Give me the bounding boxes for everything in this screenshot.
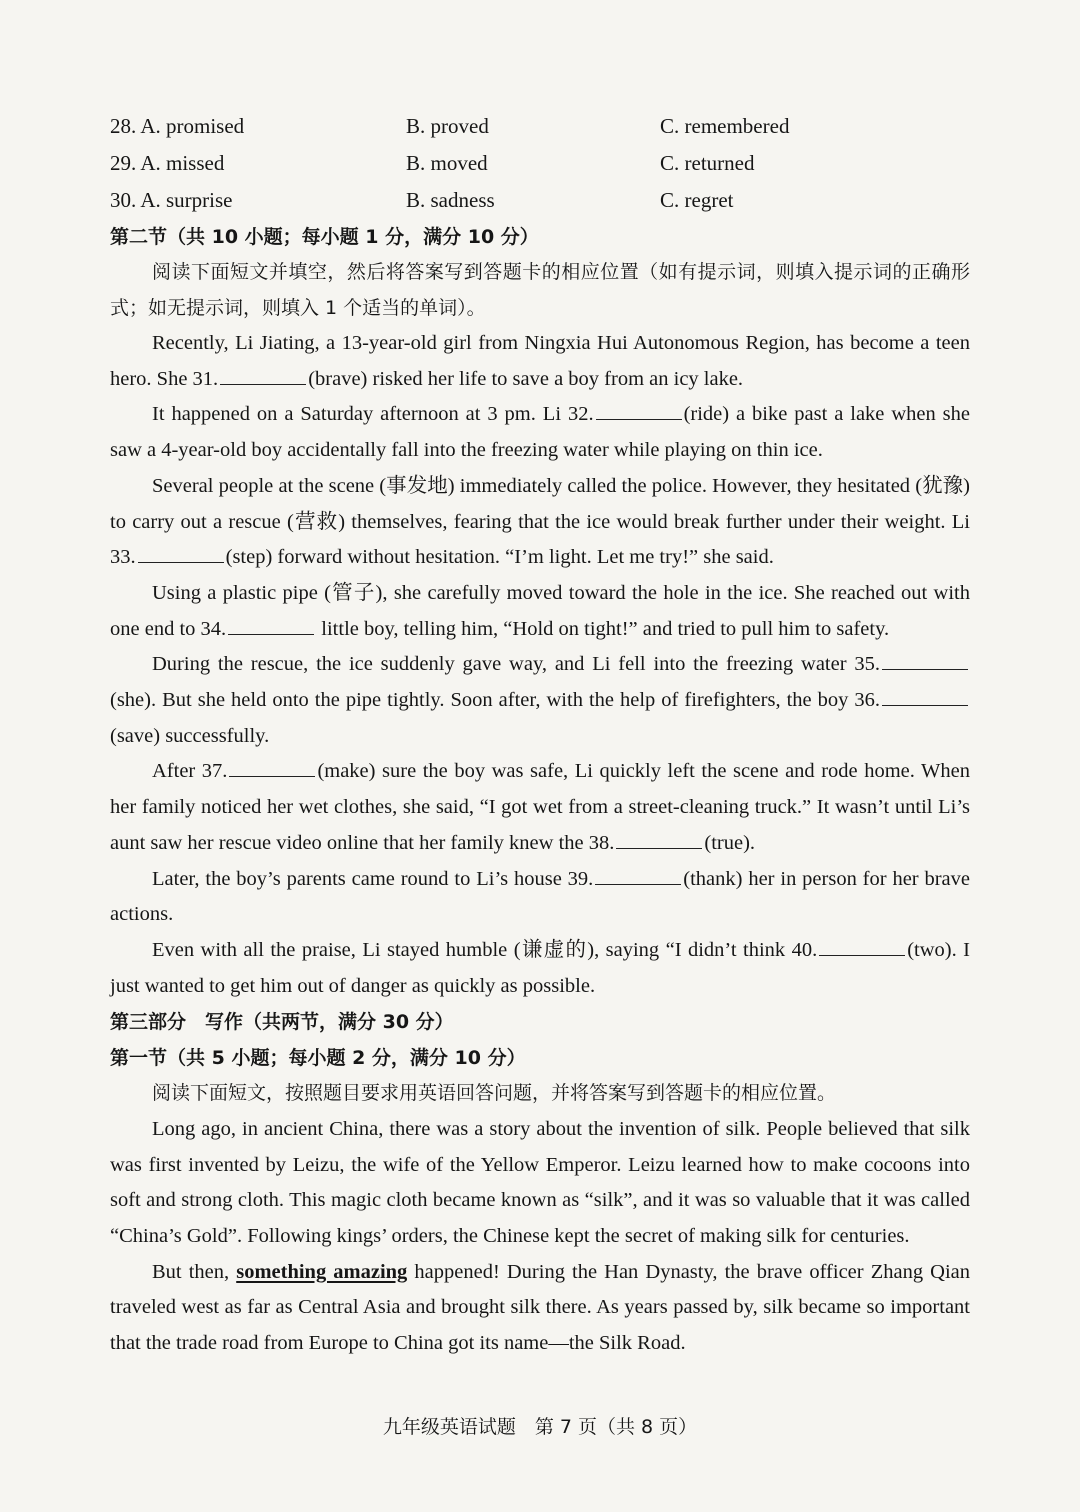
answer-blank: [228, 618, 314, 635]
reading-paragraph: Long ago, in ancient China, there was a story about the invention of silk. People believed that silk was first invented by Leizu, the wife of the Yellow Emperor. Leizu learned how to make cocoons into soft and strong cloth. This magic cloth became known as “silk”, and it was so valuable that it was called “China’s Gold”. Following kings’ orders, the Chinese kept the secret of making silk for centuries.: [110, 1117, 970, 1247]
section-heading: 第一节（共 5 小题；每小题 2 分，满分 10 分）: [110, 1047, 526, 1070]
passage-paragraph: Later, the boy’s parents came round to Li’s house 39. (thank) her in person for her brave actions.: [110, 867, 970, 926]
answer-blank: [138, 546, 224, 563]
option-b: B. proved: [406, 114, 489, 138]
option-b: B. moved: [406, 151, 488, 175]
answer-blank: [229, 760, 315, 777]
answer-blank: [819, 939, 905, 956]
passage-paragraph: Using a plastic pipe (管子), she carefully moved toward the hole in the ice. She reached out with one end to 34. little boy, telling him, “Hold on tight!” and tried to pull him to safety.: [110, 581, 970, 640]
answer-options: [110, 108, 970, 219]
passage-paragraph: Even with all the praise, Li stayed humble (谦虚的), saying “I didn’t think 40. (two). I just wanted to get him out of danger as quickly as possible.: [110, 938, 971, 997]
section-heading: 第二节（共 10 小题；每小题 1 分，满分 10 分）: [110, 226, 539, 248]
option-c: C. returned: [660, 151, 755, 175]
option-a: 28. A. promised: [110, 114, 245, 138]
option-c: C. regret: [660, 188, 734, 212]
option-row-29: [110, 145, 970, 182]
option-a: 30. A. surprise: [110, 188, 233, 212]
option-row-30: [110, 182, 970, 219]
answer-blank: [595, 868, 681, 885]
answer-blank: [220, 368, 306, 385]
page-footer: 九年级英语试题 第 7 页（共 8 页）: [382, 1416, 698, 1438]
section-instructions: 阅读下面短文并填空，然后将答案写到答题卡的相应位置（如有提示词，则填入提示词的正确形式；如无提示词，则填入 1 个适当的单词）。: [110, 261, 970, 319]
passage-paragraph: Several people at the scene (事发地) immediately called the police. However, they hesitated (犹豫) to carry out a rescue (营救) themselves, fearing that the ice would break further under their weight. Li 33. (step) forward without hesitation. “I’m light. Let me try!” she said.: [110, 474, 970, 569]
option-a: 29. A. missed: [110, 151, 225, 175]
section-instructions: 阅读下面短文，按照题目要求用英语回答问题，并将答案写到答题卡的相应位置。: [152, 1082, 837, 1105]
answer-blank: [596, 403, 682, 420]
answer-blank: [882, 689, 968, 706]
passage-paragraph: It happened on a Saturday afternoon at 3 pm. Li 32. (ride) a bike past a lake when she saw a 4-year-old boy accidentally fall into the freezing water while playing on thin ice.: [110, 403, 970, 462]
underlined-phrase: something amazing: [236, 1260, 408, 1283]
page-content: [110, 108, 970, 1362]
option-row-28: [110, 108, 970, 145]
option-b: B. sadness: [406, 188, 495, 212]
answer-blank: [882, 653, 968, 670]
part-heading: 第三部分 写作（共两节，满分 30 分）: [110, 1011, 454, 1034]
answer-blank: [616, 832, 702, 849]
option-c: C. remembered: [660, 114, 790, 138]
passage-paragraph: Recently, Li Jiating, a 13-year-old girl from Ningxia Hui Autonomous Region, has become a teen hero. She 31. (brave) risked her life to save a boy from an icy lake.: [110, 332, 970, 390]
passage-paragraph: During the rescue, the ice suddenly gave way, and Li fell into the freezing water 35.(she). But she held onto the pipe tightly. Soon after, with the help of firefighters, the boy 36.(save) successfully.: [110, 647, 970, 754]
passage-paragraph: After 37. (make) sure the boy was safe, Li quickly left the scene and rode home. When her family noticed her wet clothes, she said, “I got wet from a street-cleaning truck.” It wasn’t until Li’s aunt saw her rescue video online that her family knew the 38. (true).: [110, 760, 970, 854]
reading-paragraph: But then, something amazing happened! During the Han Dynasty, the brave officer Zhang Qian traveled west as far as Central Asia and brought silk there. As years passed by, silk became so important that the trade road from Europe to China got its name—the Silk Road.: [110, 1260, 970, 1355]
